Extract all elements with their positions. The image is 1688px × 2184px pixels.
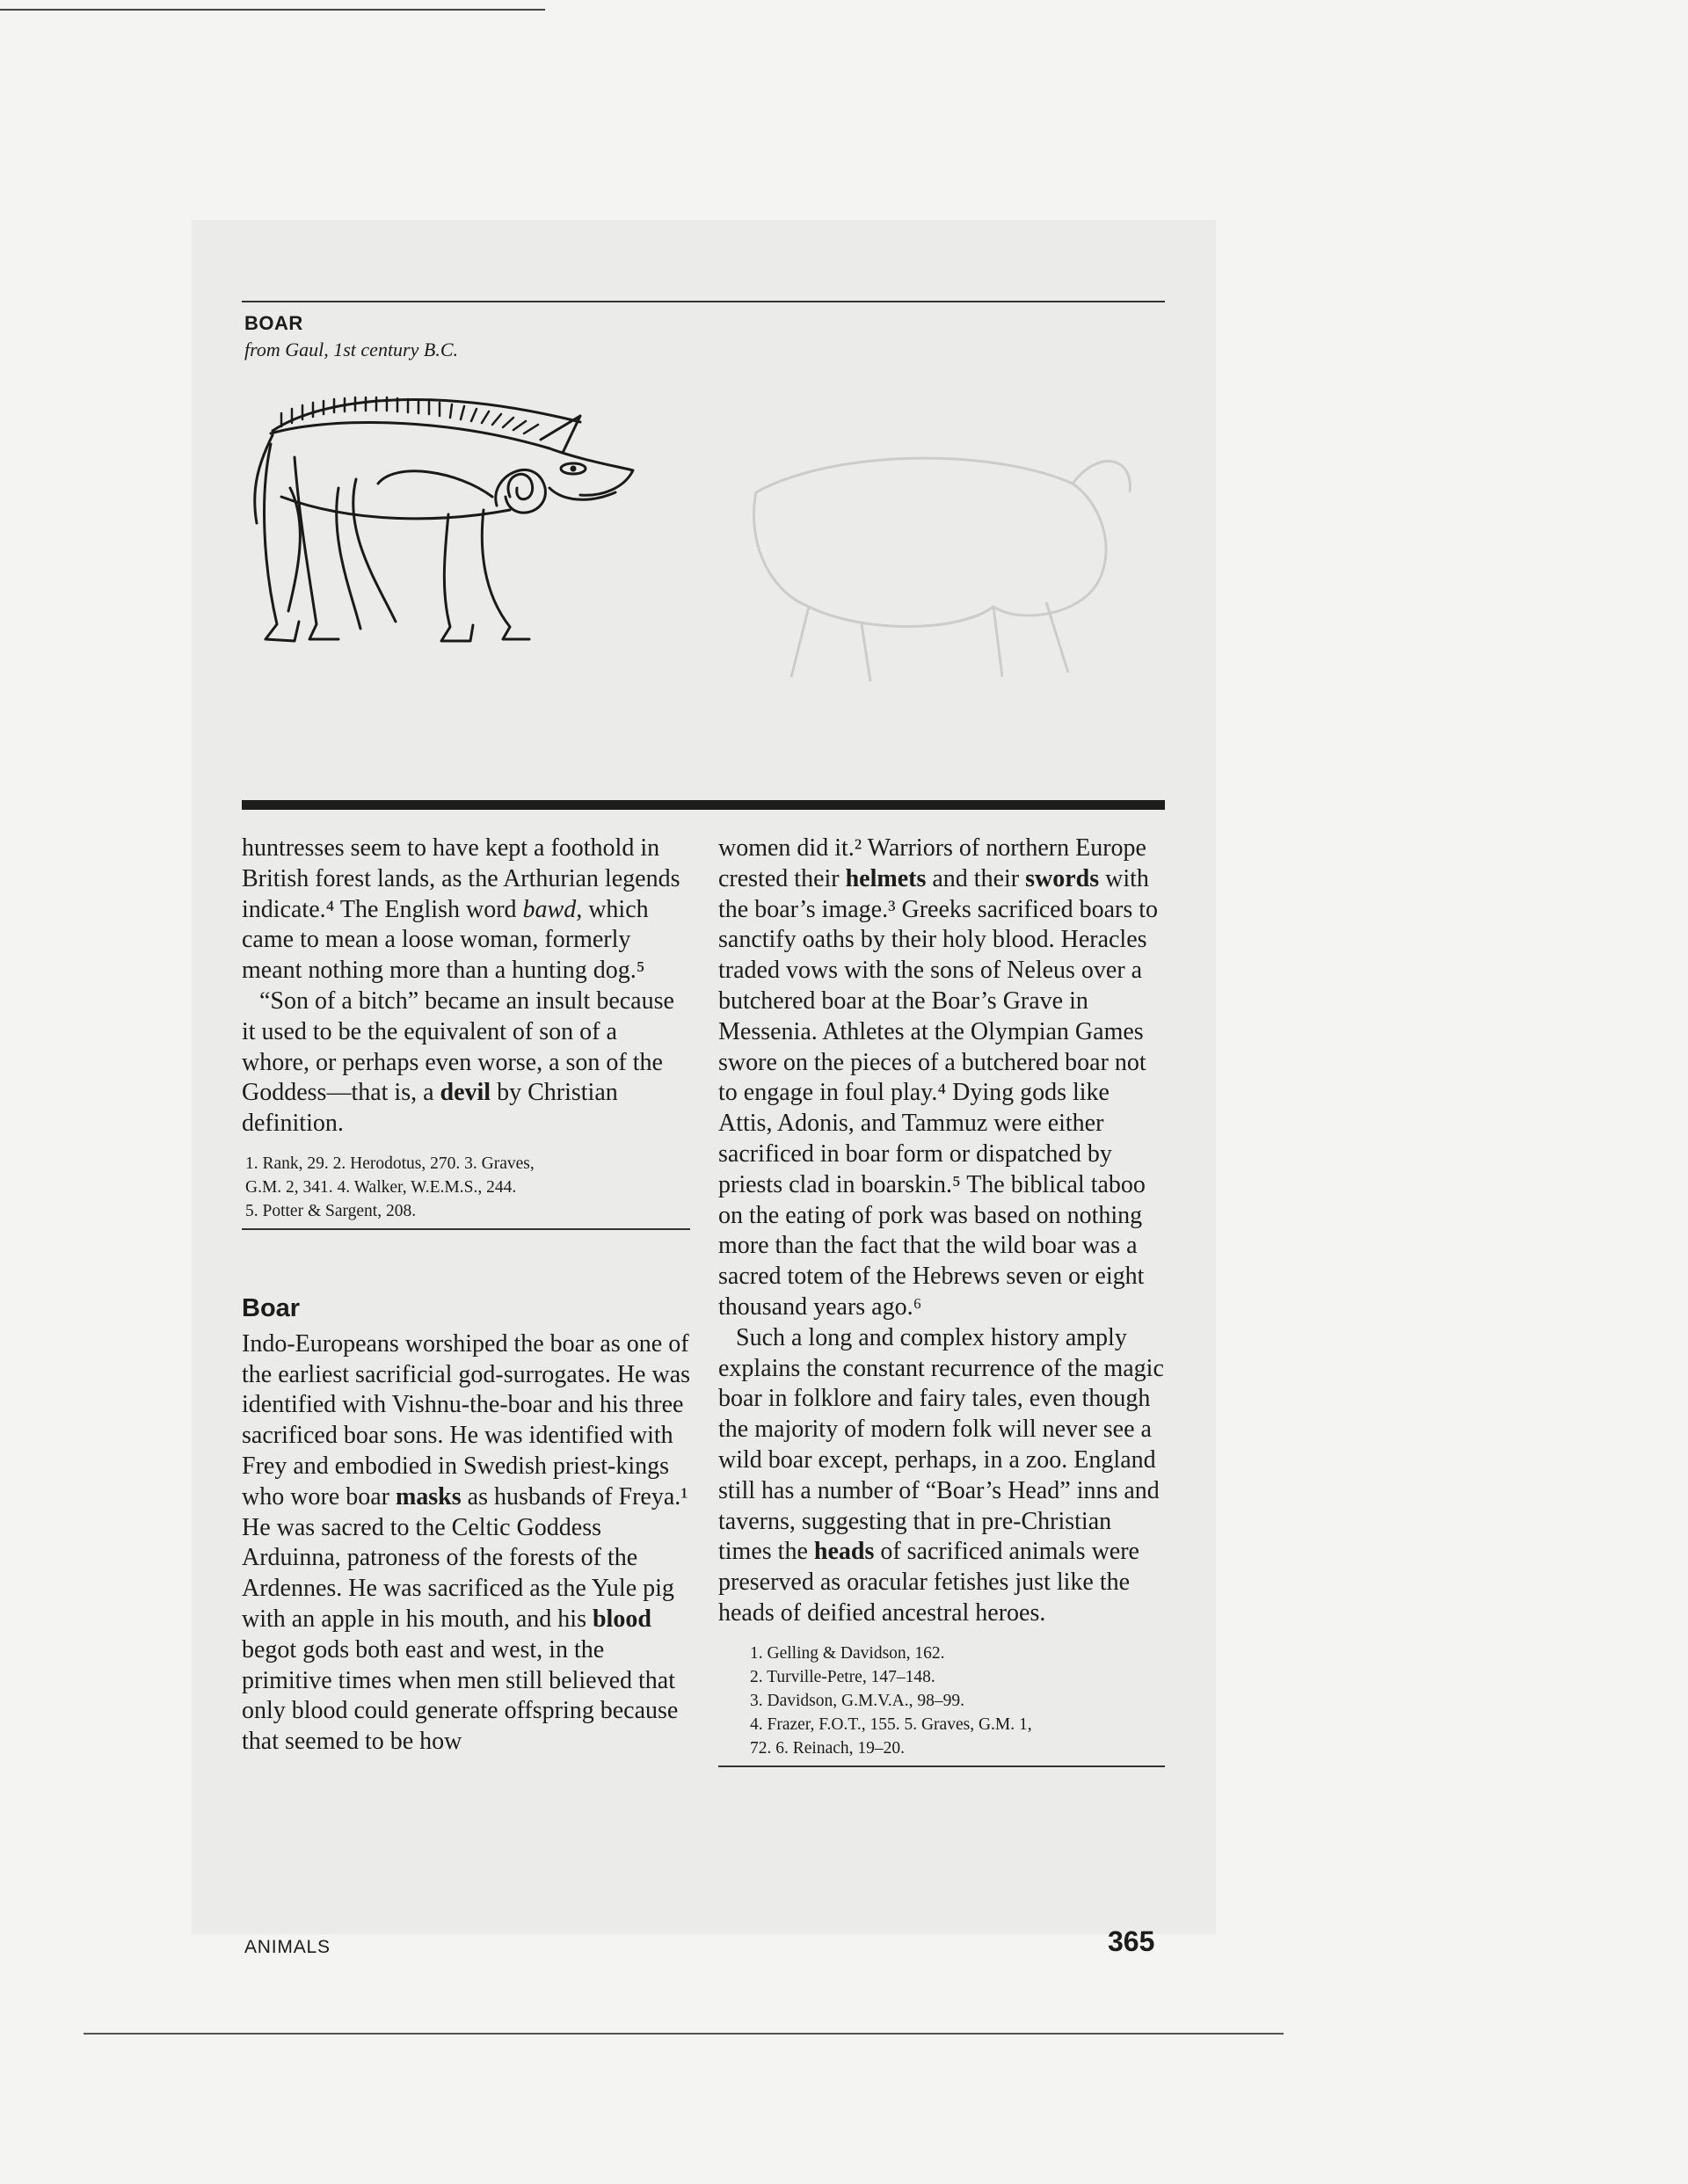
figure-top-rule: [242, 301, 1165, 302]
paragraph: huntresses seem to have kept a foothold in British forest lands, as the Arthurian legends indicate.⁴ The English word bawd, which came to mean a loose woman, formerly meant nothing more than a hunting dog.⁵: [242, 834, 680, 985]
scan-edge-bottom: [84, 2033, 1284, 2035]
right-column: [718, 834, 1165, 1767]
boar-illustration: [246, 391, 651, 659]
cross-ref: devil: [440, 1079, 491, 1107]
footnote-rule: [718, 1765, 1165, 1767]
cross-ref: swords: [1025, 864, 1100, 892]
scan-edge-top: [0, 9, 545, 11]
section-divider: [242, 800, 1165, 810]
footnotes: 1. Gelling & Davidson, 162. 2. Turville-Petre, 147–148. 3. Davidson, G.M.V.A., 98–99. 4. Frazer, F.O.T., 155. 5. Graves, G.M. 1, 72. 6. Reinach, 19–20.: [750, 1643, 1032, 1758]
running-footer-section: ANIMALS: [244, 1937, 331, 1957]
page-number: 365: [1108, 1926, 1155, 1957]
cross-ref: helmets: [845, 864, 927, 892]
paragraph: Indo-Europeans worshiped the boar as one of the earliest sacrificial god-surrogates. He was identified with Vishnu-the-boar and his three sacrificed boar sons. He was identified with Frey and embodied in Swedish priest-kings who wore boar masks as husbands of Freya.¹ He was sacred to the Celtic Goddess Arduinna, patroness of the forests of the Ardennes. He was sacrificed as the Yule pig with an apple in his mouth, and his blood begot gods both east and west, in the primitive times when men still believed that only blood could generate offspring because that seemed to be how: [242, 1329, 691, 1756]
cross-ref: blood: [592, 1605, 651, 1633]
footnotes: 1. Rank, 29. 2. Herodotus, 270. 3. Graves, G.M. 2, 341. 4. Walker, W.E.M.S., 244. 5. Potter & Sargent, 208.: [245, 1154, 535, 1220]
figure-title: BOAR: [244, 312, 303, 334]
bleed-through-figure: [730, 413, 1143, 695]
cross-ref: heads: [813, 1538, 875, 1566]
section-heading: Boar: [242, 1293, 301, 1322]
paragraph: “Son of a bitch” became an insult because it used to be the equivalent of son of a whore, or perhaps even worse, a son of the Goddess—that is, a devil by Christian definition.: [242, 986, 674, 1138]
figure-subtitle: from Gaul, 1st century B.C.: [244, 339, 458, 360]
paragraph: women did it.² Warriors of northern Europe crested their helmets and their swords with the boar’s image.³ Greeks sacrificed boars to sanctify oaths by their holy blood. Heracles traded vows with the sons of Neleus over a butchered boar at the Boar’s Grave in Messenia. Athletes at the Olympian Games swore on the pieces of a butchered boar not to engage in foul play.⁴ Dying gods like Attis, Adonis, and Tammuz were either sacrificed in boar form or dispatched by priests clad in boarskin.⁵ The biblical taboo on the eating of pork was based on nothing more than the fact that the wild boar was a sacred totem of the Hebrews seven or eight thousand years ago.⁶: [718, 834, 1159, 1321]
left-column: [242, 834, 690, 1758]
cross-ref: masks: [395, 1482, 462, 1511]
paragraph: Such a long and complex history amply explains the constant recurrence of the magic boar in folklore and fairy tales, even though the majority of modern folk will never see a wild boar except, perhaps, in a zoo. England still has a number of “Boar’s Head” inns and taverns, suggesting that in pre-Christian times the heads of sacrificed animals were preserved as oracular fetishes just like the heads of deified ancestral heroes.: [718, 1323, 1164, 1627]
footnote-rule: [242, 1228, 690, 1230]
